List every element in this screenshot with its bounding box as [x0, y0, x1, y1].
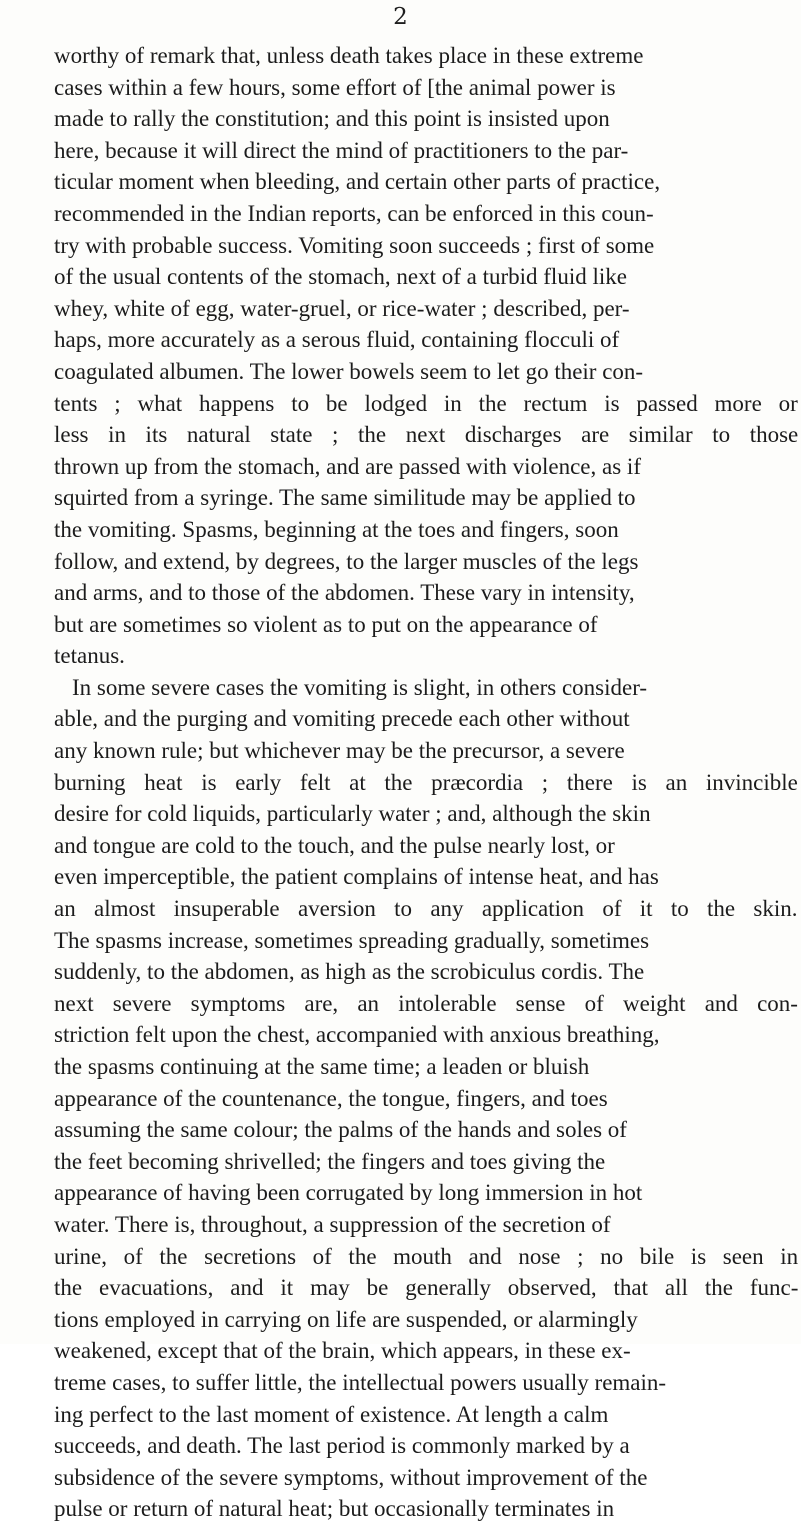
- text-line: and arms, and to those of the abdomen. These vary in intensity,: [54, 580, 635, 606]
- text-line: tetanus.: [54, 643, 125, 669]
- text-line: able, and the purging and vomiting precede each other without: [54, 706, 630, 732]
- text-line: suddenly, to the abdomen, as high as the scrobiculus cordis. The: [54, 959, 645, 985]
- text-line: cases within a few hours, some effort of [the animal power is: [54, 74, 616, 100]
- text-line: haps, more accurately as a serous fluid, containing flocculi of: [54, 327, 620, 353]
- text-line: try with probable success. Vomiting soon succeeds ; first of some: [54, 232, 655, 258]
- text-line: In some severe cases the vomiting is slight, in others consider-: [72, 674, 648, 700]
- text-line: weakened, except that of the brain, which appears, in these ex-: [54, 1338, 631, 1364]
- text-line: water. There is, throughout, a suppression of the secretion of: [54, 1211, 611, 1237]
- body-text: [54, 40, 798, 1525]
- text-line: recommended in the Indian reports, can be enforced in this coun-: [54, 200, 654, 226]
- text-line: desire for cold liquids, particularly water ; and, although the skin: [54, 801, 651, 827]
- text-line: the feet becoming shrivelled; the fingers and toes giving the: [54, 1148, 606, 1174]
- text-line: tents ; what happens to be lodged in the rectum is passed more or: [54, 390, 798, 416]
- text-line: ticular moment when bleeding, and certain other parts of practice,: [54, 169, 661, 195]
- text-line: of the usual contents of the stomach, next of a turbid fluid like: [54, 264, 627, 290]
- text-line: worthy of remark that, unless death takes place in these extreme: [54, 43, 644, 68]
- page-number: 2: [393, 4, 408, 30]
- text-line: tions employed in carrying on life are suspended, or alarmingly: [54, 1306, 638, 1332]
- text-line: subsidence of the severe symptoms, without improvement of the: [54, 1464, 648, 1490]
- text-line: treme cases, to suffer little, the intellectual powers usually remain-: [54, 1369, 667, 1395]
- text-line: the spasms continuing at the same time; a leaden or bluish: [54, 1054, 590, 1079]
- text-line: here, because it will direct the mind of practitioners to the par-: [54, 137, 629, 163]
- text-line: succeeds, and death. The last period is commonly marked by a: [54, 1433, 630, 1459]
- text-line: made to rally the constitution; and this point is insisted upon: [54, 106, 610, 132]
- text-line: less in its natural state ; the next discharges are similar to those: [54, 422, 798, 448]
- text-line: striction felt upon the chest, accompanied with anxious breathing,: [54, 1022, 660, 1048]
- text-line: next severe symptoms are, an intolerable sense of weight and con-: [54, 990, 798, 1016]
- text-line: but are sometimes so violent as to put on the appearance of: [54, 611, 598, 637]
- text-line: follow, and extend, by degrees, to the larger muscles of the legs: [54, 548, 639, 574]
- text-line: appearance of having been corrugated by long immersion in hot: [54, 1180, 643, 1206]
- text-line: pulse or return of natural heat; but occasionally terminates in: [54, 1496, 615, 1522]
- text-line: any known rule; but whichever may be the precursor, a severe: [54, 738, 625, 764]
- text-line: whey, white of egg, water-gruel, or rice-water ; described, per-: [54, 295, 630, 321]
- text-line: the evacuations, and it may be generally observed, that all the func-: [54, 1275, 798, 1301]
- text-line: thrown up from the stomach, and are passed with violence, as if: [54, 453, 641, 479]
- text-line: ing perfect to the last moment of existence. At length a calm: [54, 1401, 609, 1427]
- text-line: coagulated albumen. The lower bowels seem to let go their con-: [54, 358, 644, 384]
- text-line: even imperceptible, the patient complains of intense heat, and has: [54, 864, 659, 890]
- text-line: The spasms increase, sometimes spreading gradually, sometimes: [54, 927, 650, 953]
- text-line: assuming the same colour; the palms of the hands and soles of: [54, 1117, 627, 1143]
- text-line: urine, of the secretions of the mouth and nose ; no bile is seen in: [54, 1243, 798, 1269]
- text-line: the vomiting. Spasms, beginning at the toes and fingers, soon: [54, 516, 619, 542]
- text-line: burning heat is early felt at the præcordia ; there is an invincible: [54, 769, 798, 795]
- text-line: and tongue are cold to the touch, and the pulse nearly lost, or: [54, 832, 615, 858]
- text-line: appearance of the countenance, the tongue, fingers, and toes: [54, 1085, 608, 1111]
- text-line: an almost insuperable aversion to any application of it to the skin.: [54, 896, 798, 922]
- text-line: squirted from a syringe. The same similitude may be applied to: [54, 485, 636, 511]
